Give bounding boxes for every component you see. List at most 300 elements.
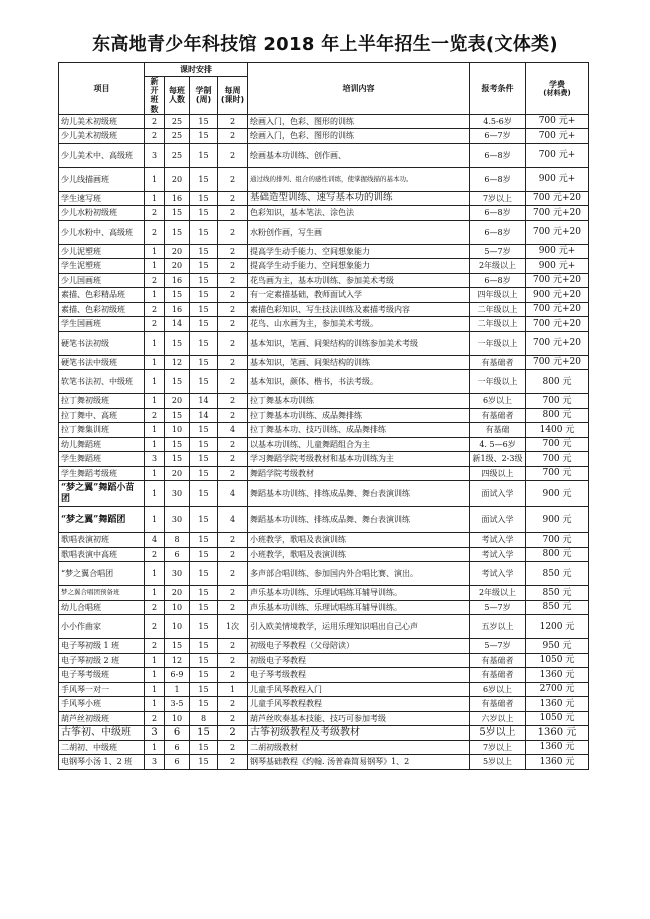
row-per-week: 2 bbox=[218, 740, 248, 755]
row-fee: 900 元 bbox=[526, 481, 589, 507]
row-new-classes: 2 bbox=[145, 317, 165, 332]
row-new-classes: 2 bbox=[145, 220, 165, 244]
row-per-class: 15 bbox=[165, 288, 190, 303]
row-content: 绘画入门，色彩、图形的训练 bbox=[248, 114, 470, 129]
table-row bbox=[59, 370, 589, 394]
row-condition: 有基础者 bbox=[470, 408, 526, 423]
row-per-week: 2 bbox=[218, 394, 248, 409]
row-content: 拉丁舞基本功训练、成品舞排练 bbox=[248, 408, 470, 423]
row-per-week: 2 bbox=[218, 697, 248, 712]
table-row bbox=[59, 408, 589, 423]
row-weeks: 15 bbox=[190, 206, 218, 221]
table-row bbox=[59, 143, 589, 167]
row-per-class: 10 bbox=[165, 711, 190, 726]
row-content: 小班教学，歌唱及表演训练 bbox=[248, 533, 470, 548]
table-row bbox=[59, 273, 589, 288]
row-condition: 考试入学 bbox=[470, 562, 526, 586]
row-name: 少儿美术中、高级班 bbox=[59, 143, 145, 167]
row-content: 有一定素描基础，教师面试入学 bbox=[248, 288, 470, 303]
row-per-week: 2 bbox=[218, 355, 248, 370]
row-condition: 2年级以上 bbox=[470, 259, 526, 274]
table-row bbox=[59, 668, 589, 683]
row-per-week: 2 bbox=[218, 273, 248, 288]
row-weeks: 15 bbox=[190, 639, 218, 654]
row-new-classes: 2 bbox=[145, 711, 165, 726]
row-condition: 6—8岁 bbox=[470, 220, 526, 244]
row-per-week: 1次 bbox=[218, 615, 248, 639]
header-project: 项目 bbox=[59, 63, 145, 115]
row-new-classes: 2 bbox=[145, 302, 165, 317]
row-new-classes: 2 bbox=[145, 408, 165, 423]
row-fee: 850 元 bbox=[526, 562, 589, 586]
row-new-classes: 1 bbox=[145, 437, 165, 452]
row-condition: 2年级以上 bbox=[470, 586, 526, 601]
row-new-classes: 1 bbox=[145, 740, 165, 755]
row-condition: 六岁以上 bbox=[470, 711, 526, 726]
row-per-week: 1 bbox=[218, 682, 248, 697]
row-per-week: 4 bbox=[218, 423, 248, 438]
row-per-week: 2 bbox=[218, 711, 248, 726]
row-content: 基础造型训练、速写基本功的训练 bbox=[248, 191, 470, 206]
row-condition: 有基础者 bbox=[470, 653, 526, 668]
row-fee: 1360 元 bbox=[526, 726, 589, 741]
table-row bbox=[59, 586, 589, 601]
row-fee: 700 元+20 bbox=[526, 206, 589, 221]
row-per-class: 25 bbox=[165, 143, 190, 167]
row-condition: 五岁以上 bbox=[470, 615, 526, 639]
row-weeks: 14 bbox=[190, 408, 218, 423]
row-fee: 800 元 bbox=[526, 408, 589, 423]
row-weeks: 15 bbox=[190, 129, 218, 144]
row-per-class: 20 bbox=[165, 259, 190, 274]
row-per-week: 2 bbox=[218, 167, 248, 191]
row-new-classes: 1 bbox=[145, 191, 165, 206]
row-fee: 850 元 bbox=[526, 586, 589, 601]
row-weeks: 15 bbox=[190, 562, 218, 586]
enrollment-table bbox=[58, 62, 589, 770]
row-per-class: 8 bbox=[165, 533, 190, 548]
row-fee: 700 元+20 bbox=[526, 331, 589, 355]
row-weeks: 15 bbox=[190, 533, 218, 548]
row-per-week: 2 bbox=[218, 547, 248, 562]
table-row bbox=[59, 726, 589, 741]
table-row bbox=[59, 437, 589, 452]
row-content: 色彩知识，基本笔法、涂色法 bbox=[248, 206, 470, 221]
table-row bbox=[59, 697, 589, 712]
row-name: 葫芦丝初级班 bbox=[59, 711, 145, 726]
row-fee: 700 元 bbox=[526, 437, 589, 452]
row-new-classes: 2 bbox=[145, 129, 165, 144]
row-condition: 有基础者 bbox=[470, 697, 526, 712]
row-name: 拉丁舞集训班 bbox=[59, 423, 145, 438]
row-weeks: 15 bbox=[190, 437, 218, 452]
row-per-week: 2 bbox=[218, 114, 248, 129]
row-name: 学生泥塑班 bbox=[59, 259, 145, 274]
row-weeks: 15 bbox=[190, 682, 218, 697]
row-weeks: 15 bbox=[190, 755, 218, 770]
row-per-class: 20 bbox=[165, 466, 190, 481]
row-name: “梦之翼合唱团 bbox=[59, 562, 145, 586]
row-condition: 四年级以上 bbox=[470, 288, 526, 303]
row-name: 幼儿舞蹈班 bbox=[59, 437, 145, 452]
row-per-class: 15 bbox=[165, 220, 190, 244]
row-fee: 700 元+20 bbox=[526, 355, 589, 370]
table-row bbox=[59, 466, 589, 481]
row-name: 幼儿合唱班 bbox=[59, 600, 145, 615]
row-weeks: 15 bbox=[190, 600, 218, 615]
row-content: 二胡初级教材 bbox=[248, 740, 470, 755]
row-condition: 5—7岁 bbox=[470, 639, 526, 654]
row-new-classes: 2 bbox=[145, 273, 165, 288]
row-per-class: 10 bbox=[165, 600, 190, 615]
row-content: 提高学生动手能力、空间想象能力 bbox=[248, 259, 470, 274]
row-weeks: 15 bbox=[190, 423, 218, 438]
row-per-week: 2 bbox=[218, 331, 248, 355]
row-fee: 700 元 bbox=[526, 466, 589, 481]
row-per-class: 12 bbox=[165, 653, 190, 668]
table-row bbox=[59, 244, 589, 259]
row-per-class: 30 bbox=[165, 562, 190, 586]
table-row bbox=[59, 114, 589, 129]
row-fee: 1360 元 bbox=[526, 668, 589, 683]
row-condition: 考试入学 bbox=[470, 547, 526, 562]
table-row bbox=[59, 547, 589, 562]
row-content: 基本知识，颜体、楷书，书法考级。 bbox=[248, 370, 470, 394]
row-name: 软笔书法初、中级班 bbox=[59, 370, 145, 394]
row-new-classes: 2 bbox=[145, 114, 165, 129]
row-per-week: 2 bbox=[218, 600, 248, 615]
row-per-class: 15 bbox=[165, 437, 190, 452]
table-row bbox=[59, 129, 589, 144]
row-content: 葫芦丝吹奏基本技能、技巧可参加考级 bbox=[248, 711, 470, 726]
row-per-week: 2 bbox=[218, 370, 248, 394]
row-condition: 5—7岁 bbox=[470, 244, 526, 259]
row-per-week: 2 bbox=[218, 586, 248, 601]
header-condition: 报考条件 bbox=[470, 63, 526, 115]
row-fee: 700 元+20 bbox=[526, 317, 589, 332]
row-per-class: 15 bbox=[165, 639, 190, 654]
row-fee: 700 元+ bbox=[526, 143, 589, 167]
row-name: 少儿水粉中、高级班 bbox=[59, 220, 145, 244]
row-new-classes: 1 bbox=[145, 331, 165, 355]
table-row bbox=[59, 711, 589, 726]
table-row bbox=[59, 507, 589, 533]
row-weeks: 15 bbox=[190, 726, 218, 741]
row-condition: 6岁以上 bbox=[470, 394, 526, 409]
row-fee: 1400 元 bbox=[526, 423, 589, 438]
row-content: 初级电子琴教程（父母陪读） bbox=[248, 639, 470, 654]
row-per-week: 2 bbox=[218, 452, 248, 467]
row-weeks: 15 bbox=[190, 586, 218, 601]
row-condition: 5—7岁 bbox=[470, 600, 526, 615]
header-schedule: 课时安排 bbox=[145, 63, 248, 77]
row-fee: 800 元 bbox=[526, 370, 589, 394]
row-per-week: 2 bbox=[218, 143, 248, 167]
header-fee-sub: (材料费) bbox=[543, 88, 571, 97]
row-per-week: 2 bbox=[218, 639, 248, 654]
row-per-class: 15 bbox=[165, 206, 190, 221]
page-title: 东高地青少年科技馆 2018 年上半年招生一览表(文体类) bbox=[92, 34, 558, 55]
table-row bbox=[59, 653, 589, 668]
row-fee: 700 元 bbox=[526, 394, 589, 409]
table-row bbox=[59, 533, 589, 548]
table-row bbox=[59, 206, 589, 221]
row-per-week: 2 bbox=[218, 466, 248, 481]
row-weeks: 15 bbox=[190, 668, 218, 683]
table-row bbox=[59, 288, 589, 303]
row-per-class: 20 bbox=[165, 394, 190, 409]
row-name: 手风琴一对一 bbox=[59, 682, 145, 697]
row-name: 学生速写班 bbox=[59, 191, 145, 206]
row-name: 拉丁舞初级班 bbox=[59, 394, 145, 409]
row-name: “梦之翼”舞蹈团 bbox=[59, 507, 145, 533]
row-name: 学生国画班 bbox=[59, 317, 145, 332]
row-per-week: 2 bbox=[218, 562, 248, 586]
row-condition: 5岁以上 bbox=[470, 726, 526, 741]
table-row bbox=[59, 302, 589, 317]
row-fee: 900 元+ bbox=[526, 167, 589, 191]
row-weeks: 14 bbox=[190, 394, 218, 409]
row-fee: 1360 元 bbox=[526, 755, 589, 770]
row-content: 绘画入门，色彩、图形的训练 bbox=[248, 129, 470, 144]
row-content: 儿童手风琴教程入门 bbox=[248, 682, 470, 697]
row-fee: 900 元+ bbox=[526, 259, 589, 274]
row-name: 少儿水粉初级班 bbox=[59, 206, 145, 221]
table-row bbox=[59, 600, 589, 615]
row-per-week: 2 bbox=[218, 259, 248, 274]
row-weeks: 15 bbox=[190, 317, 218, 332]
row-content: 水粉创作画，写生画 bbox=[248, 220, 470, 244]
row-per-class: 15 bbox=[165, 370, 190, 394]
row-new-classes: 3 bbox=[145, 143, 165, 167]
row-name: 电子琴考级班 bbox=[59, 668, 145, 683]
row-new-classes: 1 bbox=[145, 423, 165, 438]
row-name: 手风琴小班 bbox=[59, 697, 145, 712]
table-row bbox=[59, 562, 589, 586]
row-content: 声乐基本功训练、乐理试唱练耳辅导训练。 bbox=[248, 586, 470, 601]
row-weeks: 15 bbox=[190, 259, 218, 274]
row-per-class: 6 bbox=[165, 740, 190, 755]
row-fee: 900 元 bbox=[526, 507, 589, 533]
row-name: 电钢琴小汤 1、2 班 bbox=[59, 755, 145, 770]
row-new-classes: 4 bbox=[145, 533, 165, 548]
row-weeks: 15 bbox=[190, 466, 218, 481]
table-row bbox=[59, 615, 589, 639]
row-per-week: 4 bbox=[218, 481, 248, 507]
row-content: 舞蹈学院考级教材 bbox=[248, 466, 470, 481]
row-name: 学生舞蹈班 bbox=[59, 452, 145, 467]
row-per-week: 2 bbox=[218, 129, 248, 144]
header-per-class: 每班人数 bbox=[165, 77, 190, 115]
row-per-class: 30 bbox=[165, 507, 190, 533]
row-per-week: 2 bbox=[218, 244, 248, 259]
table-row bbox=[59, 220, 589, 244]
row-per-class: 14 bbox=[165, 317, 190, 332]
row-condition: 有基础者 bbox=[470, 668, 526, 683]
row-fee: 700 元+ bbox=[526, 114, 589, 129]
row-per-week: 2 bbox=[218, 668, 248, 683]
row-weeks: 15 bbox=[190, 302, 218, 317]
row-new-classes: 1 bbox=[145, 355, 165, 370]
row-per-class: 12 bbox=[165, 355, 190, 370]
row-fee: 800 元 bbox=[526, 547, 589, 562]
row-content: 初级电子琴教程 bbox=[248, 653, 470, 668]
row-weeks: 15 bbox=[190, 244, 218, 259]
row-name: 幼儿美术初级班 bbox=[59, 114, 145, 129]
row-content: 钢琴基础教程《约翰. 汤普森简易钢琴》1、2 bbox=[248, 755, 470, 770]
table-row bbox=[59, 639, 589, 654]
row-condition: 6—7岁 bbox=[470, 129, 526, 144]
row-content: 花鸟、山水画为主，参加美术考级。 bbox=[248, 317, 470, 332]
row-weeks: 15 bbox=[190, 167, 218, 191]
row-new-classes: 1 bbox=[145, 507, 165, 533]
row-per-week: 2 bbox=[218, 220, 248, 244]
row-name: 电子琴初级 2 班 bbox=[59, 653, 145, 668]
row-fee: 700 元 bbox=[526, 452, 589, 467]
row-condition: 有基础者 bbox=[470, 355, 526, 370]
row-weeks: 15 bbox=[190, 220, 218, 244]
row-new-classes: 2 bbox=[145, 600, 165, 615]
row-condition: 四级以上 bbox=[470, 466, 526, 481]
row-per-week: 2 bbox=[218, 437, 248, 452]
row-new-classes: 3 bbox=[145, 726, 165, 741]
row-new-classes: 2 bbox=[145, 639, 165, 654]
row-content: 引入欧美情境教学，运用乐理知识唱出自己心声 bbox=[248, 615, 470, 639]
row-new-classes: 1 bbox=[145, 682, 165, 697]
row-per-week: 2 bbox=[218, 191, 248, 206]
row-per-class: 6 bbox=[165, 547, 190, 562]
row-name: 拉丁舞中、高班 bbox=[59, 408, 145, 423]
row-content: 通过线的排列、组合的感性训练，使掌握线描的基本功。 bbox=[248, 167, 470, 191]
row-fee: 950 元 bbox=[526, 639, 589, 654]
row-new-classes: 1 bbox=[145, 370, 165, 394]
row-per-class: 15 bbox=[165, 408, 190, 423]
table-row bbox=[59, 317, 589, 332]
table-row bbox=[59, 259, 589, 274]
row-name: 少儿美术初级班 bbox=[59, 129, 145, 144]
row-condition: 面试入学 bbox=[470, 481, 526, 507]
row-new-classes: 1 bbox=[145, 586, 165, 601]
row-name: “梦之翼”舞蹈小苗团 bbox=[59, 481, 145, 507]
row-weeks: 15 bbox=[190, 653, 218, 668]
row-new-classes: 2 bbox=[145, 615, 165, 639]
row-content: 绘画基本功训练、创作画、 bbox=[248, 143, 470, 167]
header-fee bbox=[526, 63, 589, 115]
row-content: 学习舞蹈学院考级教材和基本功训练为主 bbox=[248, 452, 470, 467]
row-new-classes: 2 bbox=[145, 547, 165, 562]
row-new-classes: 1 bbox=[145, 697, 165, 712]
row-per-class: 16 bbox=[165, 302, 190, 317]
row-condition: 4. 5—6岁 bbox=[470, 437, 526, 452]
row-condition: 一年级以上 bbox=[470, 370, 526, 394]
row-name: 歌唱表演中高班 bbox=[59, 547, 145, 562]
row-fee: 1200 元 bbox=[526, 615, 589, 639]
row-condition: 6—8岁 bbox=[470, 143, 526, 167]
row-per-week: 2 bbox=[218, 206, 248, 221]
row-content: 以基本功训练、儿童舞蹈组合为主 bbox=[248, 437, 470, 452]
row-weeks: 15 bbox=[190, 452, 218, 467]
row-content: 古筝初级教程及考级教材 bbox=[248, 726, 470, 741]
row-per-week: 2 bbox=[218, 288, 248, 303]
row-per-class: 25 bbox=[165, 114, 190, 129]
row-new-classes: 1 bbox=[145, 668, 165, 683]
row-weeks: 15 bbox=[190, 331, 218, 355]
row-content: 花鸟画为主，基本功训练、参加美术考级 bbox=[248, 273, 470, 288]
row-weeks: 15 bbox=[190, 740, 218, 755]
row-content: 素描色彩知识、写生技法训练及素描考级内容 bbox=[248, 302, 470, 317]
row-fee: 700 元+20 bbox=[526, 302, 589, 317]
row-name: 二胡初、中级班 bbox=[59, 740, 145, 755]
row-per-week: 2 bbox=[218, 533, 248, 548]
row-per-class: 25 bbox=[165, 129, 190, 144]
header-fee-label: 学费 bbox=[549, 79, 565, 89]
row-weeks: 15 bbox=[190, 507, 218, 533]
row-name: 素描、色彩精品班 bbox=[59, 288, 145, 303]
row-fee: 900 元+ bbox=[526, 244, 589, 259]
row-content: 拉丁舞基本功、技巧训练、成品舞排练 bbox=[248, 423, 470, 438]
row-fee: 2700 元 bbox=[526, 682, 589, 697]
row-name: 少儿泥塑班 bbox=[59, 244, 145, 259]
row-per-class: 6 bbox=[165, 726, 190, 741]
row-per-week: 2 bbox=[218, 726, 248, 741]
row-per-class: 10 bbox=[165, 615, 190, 639]
table-row bbox=[59, 191, 589, 206]
row-weeks: 8 bbox=[190, 711, 218, 726]
row-per-class: 20 bbox=[165, 167, 190, 191]
header-per-week: 每周(课时) bbox=[218, 77, 248, 115]
table-row bbox=[59, 755, 589, 770]
row-new-classes: 3 bbox=[145, 452, 165, 467]
row-name: 歌唱表演初班 bbox=[59, 533, 145, 548]
row-per-class: 6 bbox=[165, 755, 190, 770]
row-condition: 6—8岁 bbox=[470, 206, 526, 221]
row-condition: 6—8岁 bbox=[470, 273, 526, 288]
row-per-class: 6-9 bbox=[165, 668, 190, 683]
row-per-week: 2 bbox=[218, 755, 248, 770]
row-condition: 二年级以上 bbox=[470, 317, 526, 332]
row-weeks: 15 bbox=[190, 143, 218, 167]
row-condition: 新1级、2-3级 bbox=[470, 452, 526, 467]
row-content: 基本知识，笔画、间架结构的训练 bbox=[248, 355, 470, 370]
row-fee: 850 元 bbox=[526, 600, 589, 615]
row-fee: 1360 元 bbox=[526, 697, 589, 712]
table-row bbox=[59, 423, 589, 438]
table-row bbox=[59, 394, 589, 409]
row-per-class: 16 bbox=[165, 273, 190, 288]
row-per-class: 20 bbox=[165, 244, 190, 259]
row-weeks: 15 bbox=[190, 191, 218, 206]
row-condition: 6岁以上 bbox=[470, 682, 526, 697]
table-row bbox=[59, 355, 589, 370]
row-weeks: 15 bbox=[190, 615, 218, 639]
row-content: 多声部合唱训练、参加国内外合唱比赛、演出。 bbox=[248, 562, 470, 586]
row-weeks: 15 bbox=[190, 114, 218, 129]
row-fee: 1050 元 bbox=[526, 653, 589, 668]
row-fee: 700 元+20 bbox=[526, 191, 589, 206]
row-content: 舞蹈基本功训练、排练成品舞、舞台表演训练 bbox=[248, 481, 470, 507]
row-condition: 考试入学 bbox=[470, 533, 526, 548]
table-row bbox=[59, 682, 589, 697]
row-name: 素描、色彩初级班 bbox=[59, 302, 145, 317]
row-condition: 6—8岁 bbox=[470, 167, 526, 191]
row-weeks: 15 bbox=[190, 697, 218, 712]
row-content: 电子琴考级教程 bbox=[248, 668, 470, 683]
row-new-classes: 1 bbox=[145, 562, 165, 586]
row-per-class: 3-5 bbox=[165, 697, 190, 712]
row-name: 硬笔书法初级 bbox=[59, 331, 145, 355]
row-fee: 900 元+20 bbox=[526, 288, 589, 303]
row-new-classes: 1 bbox=[145, 288, 165, 303]
